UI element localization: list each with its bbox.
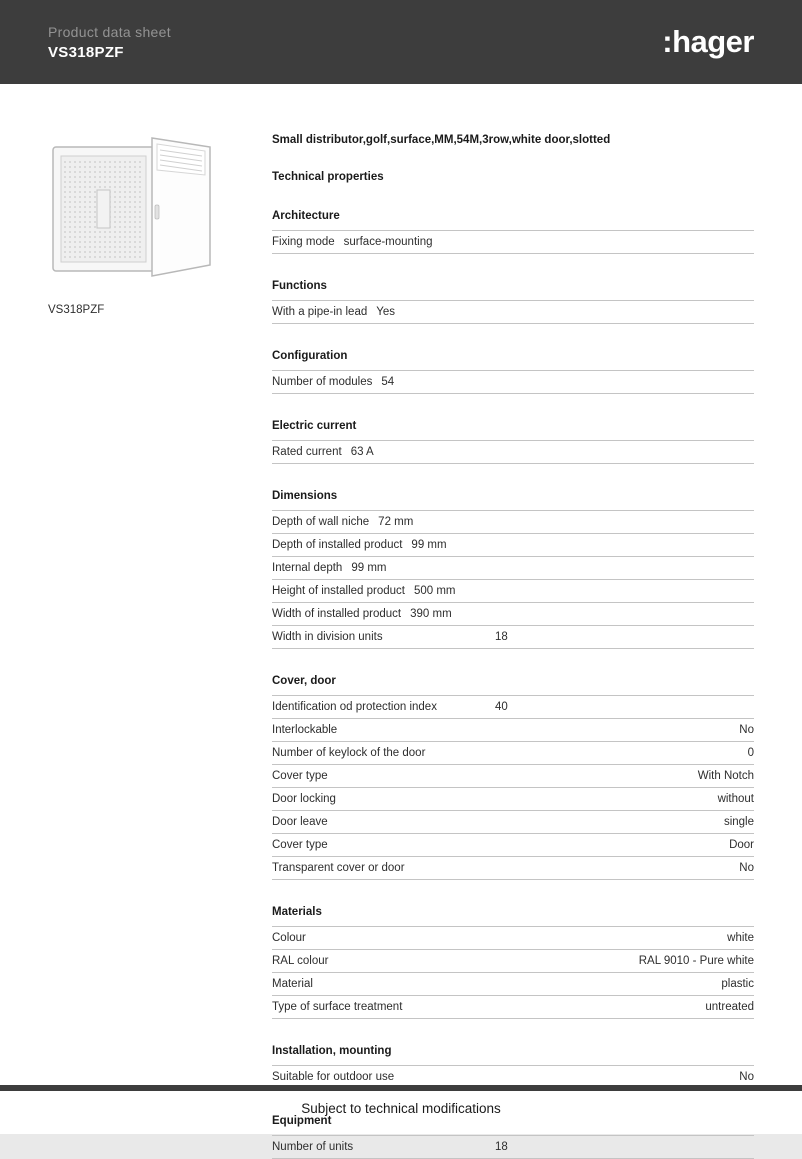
section-heading: Cover, door bbox=[272, 665, 754, 696]
hager-logo: :hager bbox=[662, 24, 754, 59]
property-value: surface-mounting bbox=[343, 236, 433, 248]
property-label: Type of surface treatment bbox=[272, 1001, 403, 1013]
property-label: Rated current bbox=[272, 446, 342, 458]
property-row bbox=[272, 534, 754, 557]
property-row bbox=[272, 371, 754, 394]
property-label: Number of modules bbox=[272, 376, 373, 388]
property-value: 99 mm bbox=[351, 562, 387, 574]
property-label: Number of keylock of the door bbox=[272, 747, 426, 759]
product-image bbox=[48, 135, 272, 288]
property-row bbox=[272, 696, 754, 719]
property-value: 0 bbox=[747, 747, 754, 759]
page-header bbox=[0, 0, 802, 84]
property-label: Door leave bbox=[272, 816, 328, 828]
document-type-label: Product data sheet bbox=[48, 23, 171, 40]
property-label: RAL colour bbox=[272, 955, 329, 967]
property-row bbox=[272, 719, 754, 742]
property-row bbox=[272, 950, 754, 973]
property-label: Fixing mode bbox=[272, 236, 335, 248]
property-value: RAL 9010 - Pure white bbox=[638, 955, 754, 967]
property-row bbox=[272, 742, 754, 765]
property-row bbox=[272, 996, 754, 1019]
property-value: 18 bbox=[495, 1141, 508, 1153]
property-label: Cover type bbox=[272, 839, 328, 851]
property-label: Internal depth bbox=[272, 562, 343, 574]
property-value: Yes bbox=[376, 306, 396, 318]
property-value: 54 bbox=[381, 376, 395, 388]
property-label: Depth of wall niche bbox=[272, 516, 370, 528]
image-column bbox=[48, 133, 272, 1159]
property-label: Colour bbox=[272, 932, 306, 944]
property-row bbox=[272, 580, 754, 603]
header-titles bbox=[48, 24, 171, 61]
property-value: single bbox=[723, 816, 754, 828]
property-label: Interlockable bbox=[272, 724, 338, 736]
property-row bbox=[272, 231, 754, 254]
property-label: Depth of installed product bbox=[272, 539, 403, 551]
property-value: With Notch bbox=[697, 770, 754, 782]
property-row bbox=[272, 811, 754, 834]
section-heading: Architecture bbox=[272, 200, 754, 231]
property-label: With a pipe-in lead bbox=[272, 306, 368, 318]
property-value: No bbox=[739, 724, 754, 736]
property-label: Height of installed product bbox=[272, 585, 405, 597]
property-row bbox=[272, 441, 754, 464]
sections bbox=[272, 200, 754, 1159]
property-row bbox=[272, 626, 754, 649]
section-heading: Dimensions bbox=[272, 480, 754, 511]
property-value: untreated bbox=[705, 1001, 754, 1013]
property-value: 99 mm bbox=[411, 539, 447, 551]
section-heading: Materials bbox=[272, 896, 754, 927]
section-heading: Electric current bbox=[272, 410, 754, 441]
property-value: 18 bbox=[495, 631, 508, 643]
property-row bbox=[272, 788, 754, 811]
technical-properties-heading: Technical properties bbox=[272, 171, 384, 183]
section-heading: Configuration bbox=[272, 340, 754, 371]
property-value: without bbox=[717, 793, 754, 805]
property-label: Width in division units bbox=[272, 631, 383, 643]
property-row bbox=[272, 301, 754, 324]
property-label: Door locking bbox=[272, 793, 336, 805]
property-label: Material bbox=[272, 978, 313, 990]
section-heading: Equipment bbox=[272, 1105, 754, 1136]
property-row bbox=[272, 973, 754, 996]
properties-column bbox=[272, 133, 754, 1159]
property-value: 390 mm bbox=[410, 608, 452, 620]
property-label: Transparent cover or door bbox=[272, 862, 405, 874]
section-heading: Installation, mounting bbox=[272, 1035, 754, 1066]
property-label: Width of installed product bbox=[272, 608, 402, 620]
property-label: Cover type bbox=[272, 770, 328, 782]
property-row bbox=[272, 603, 754, 626]
property-value: 500 mm bbox=[413, 585, 456, 597]
property-value: 40 bbox=[495, 701, 508, 713]
property-row bbox=[272, 1136, 754, 1159]
property-value: plastic bbox=[721, 978, 754, 990]
property-value: white bbox=[727, 932, 754, 944]
footer-note: Subject to technical modifications bbox=[301, 1101, 501, 1116]
product-title: Small distributor,golf,surface,MM,54M,3row,white door,slotted bbox=[272, 134, 611, 146]
product-code: VS318PZF bbox=[48, 43, 124, 61]
distributor-cabinet-illustration bbox=[48, 135, 216, 283]
section-heading: Functions bbox=[272, 270, 754, 301]
property-label: Suitable for outdoor use bbox=[272, 1071, 395, 1083]
property-value: 63 A bbox=[350, 446, 374, 458]
property-row bbox=[272, 511, 754, 534]
property-value: No bbox=[739, 862, 754, 874]
property-row bbox=[272, 834, 754, 857]
content-area bbox=[0, 84, 802, 1159]
property-row bbox=[272, 765, 754, 788]
property-row bbox=[272, 857, 754, 880]
property-value: Door bbox=[729, 839, 754, 851]
property-value: 72 mm bbox=[378, 516, 414, 528]
image-caption: VS318PZF bbox=[48, 304, 105, 316]
property-label: Identification od protection index bbox=[272, 701, 437, 713]
property-label: Number of units bbox=[272, 1141, 354, 1153]
property-row bbox=[272, 557, 754, 580]
page-footer bbox=[0, 1085, 802, 1116]
property-row bbox=[272, 927, 754, 950]
property-value: No bbox=[739, 1071, 754, 1083]
